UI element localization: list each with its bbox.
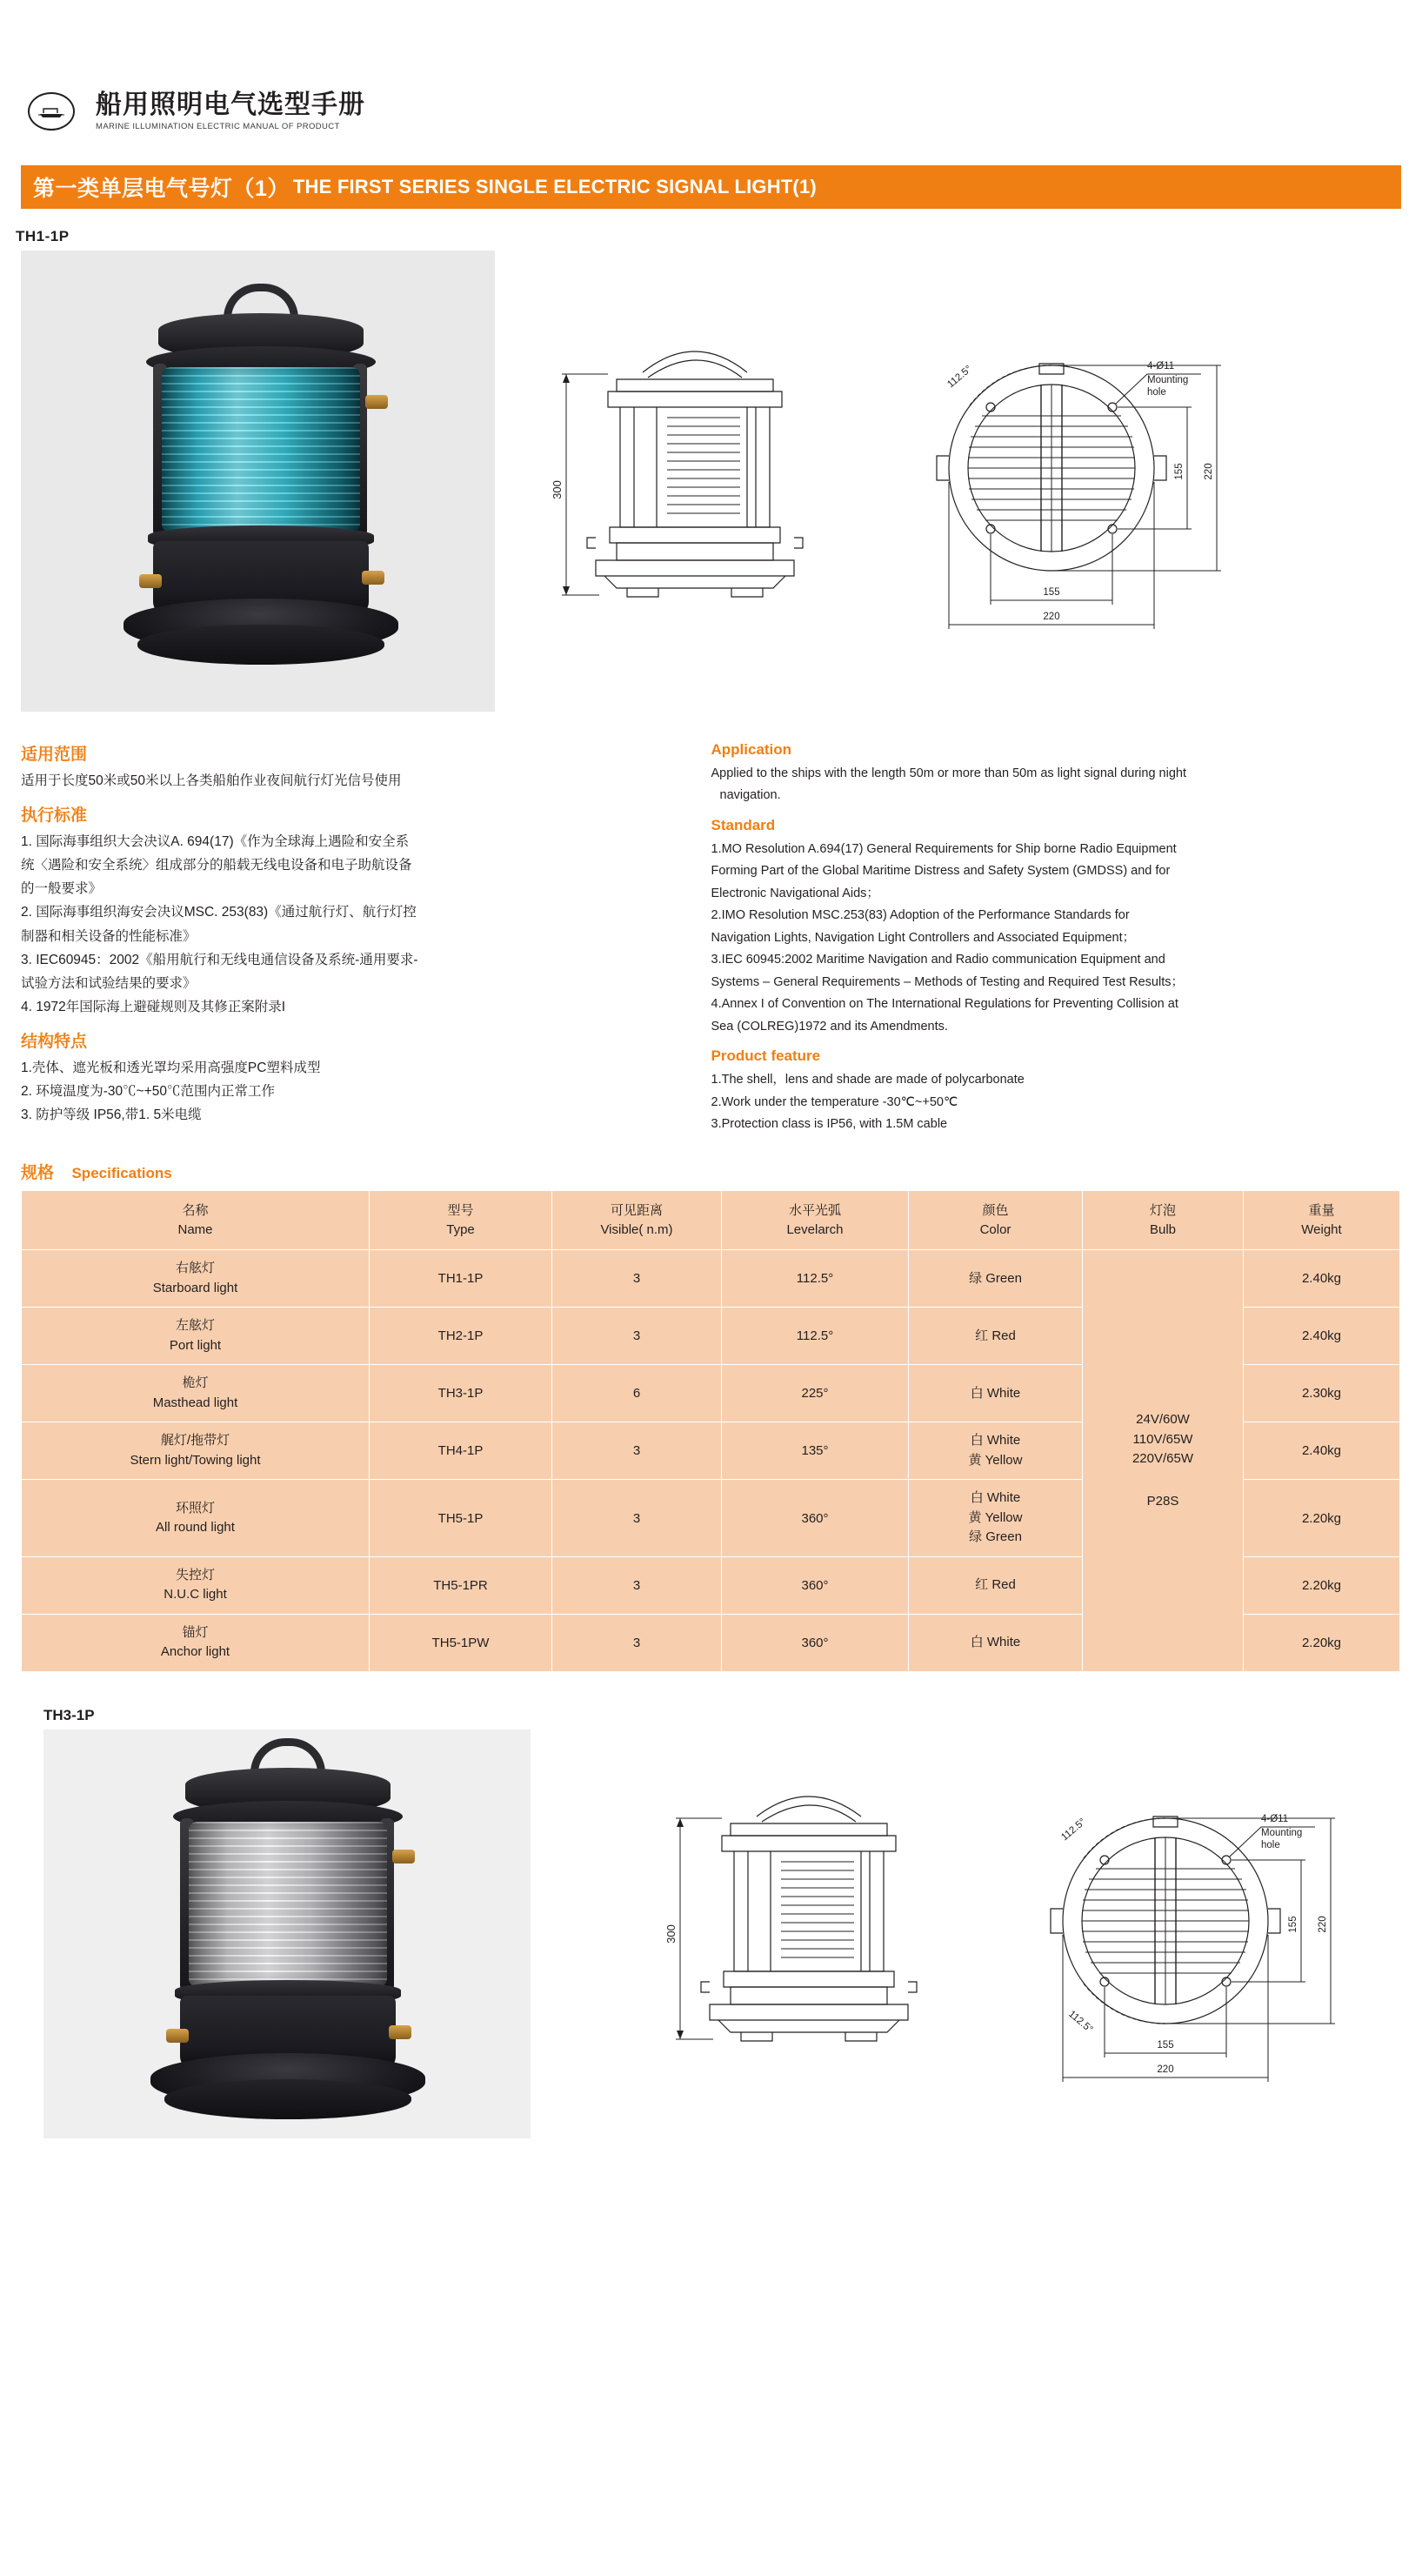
feature-head-en: Product feature	[711, 1047, 821, 1065]
cell-type: TH5-1PR	[370, 1556, 552, 1614]
standard-cn-line: 1. 国际海事组织大会决议A. 694(17)《作为全球海上遇险和安全系	[21, 834, 410, 850]
cell-levelarch: 225°	[722, 1365, 909, 1422]
cell-visible: 3	[552, 1250, 722, 1308]
side-view-width-dim2: 220	[1043, 612, 1060, 622]
side-view-inner-dim-bottom: 155	[1288, 1916, 1298, 1933]
cell-name: 环照灯 All round light	[22, 1480, 370, 1557]
specifications-table	[21, 1190, 1400, 1672]
cell-type: TH2-1P	[370, 1308, 552, 1365]
spec-table-title-cn: 规格	[21, 1163, 55, 1182]
spec-table-title-en: Specifications	[71, 1164, 172, 1181]
cell-color: 红 Red	[909, 1556, 1083, 1614]
standard-cn-line: 试验方法和试验结果的要求》	[21, 975, 197, 991]
header-type: 型号 Type	[370, 1190, 552, 1250]
cell-weight: 2.40kg	[1244, 1308, 1400, 1365]
application-en-line: navigation.	[719, 788, 781, 803]
header-visible: 可见距离 Visible( n.m)	[552, 1190, 722, 1250]
cell-visible: 3	[552, 1614, 722, 1671]
side-view-drawing-top	[886, 277, 1278, 694]
cell-levelarch: 360°	[722, 1614, 909, 1671]
application-body-en	[711, 764, 1402, 806]
ship-glyph-icon	[38, 104, 64, 118]
side-view-angle-label: 112.5°	[945, 364, 974, 391]
hole-note-line1-bottom: 4-Ø11	[1261, 1813, 1289, 1824]
header-name: 名称 Name	[22, 1190, 370, 1250]
product-photo-top	[21, 251, 495, 712]
spec-column-english	[711, 731, 1402, 1137]
front-view-drawing-top	[512, 277, 878, 694]
hole-note-line2: Mounting	[1147, 375, 1189, 385]
application-head-cn: 适用范围	[21, 746, 88, 764]
front-view-height-dim-bottom: 300	[664, 1924, 678, 1944]
table-row	[22, 1250, 1400, 1308]
standard-en-line: Systems – General Requirements – Methods of Testing and Required Test Results；	[711, 974, 1184, 989]
front-view-height-dim: 300	[551, 480, 564, 499]
spec-text-columns	[0, 712, 1422, 1137]
cell-levelarch: 360°	[722, 1480, 909, 1557]
feature-cn-line: 3. 防护等级 IP56,带1. 5米电缆	[21, 1107, 202, 1123]
cell-type: TH1-1P	[370, 1250, 552, 1308]
cell-name: 锚灯 Anchor light	[22, 1614, 370, 1671]
product-photo-bottom	[43, 1730, 531, 2138]
standard-cn-line: 制器和相关设备的性能标准》	[21, 928, 197, 944]
product-model-label-top: TH1-1P	[16, 228, 70, 244]
hole-note-line1: 4-Ø11	[1147, 361, 1175, 371]
feature-body-en	[711, 1070, 1402, 1134]
hole-note-line2-bottom: Mounting	[1261, 1827, 1303, 1838]
cell-visible: 3	[552, 1480, 722, 1557]
brand-title-en: MARINE ILLUMINATION ELECTRIC MANUAL OF PRODUCT	[96, 122, 340, 132]
cell-type: TH4-1P	[370, 1422, 552, 1480]
cell-name: 左舷灯 Port light	[22, 1308, 370, 1365]
table-header-row	[22, 1190, 1400, 1250]
cell-type: TH5-1P	[370, 1480, 552, 1557]
side-view-drawing-bottom	[1000, 1738, 1400, 2130]
side-view-outer-dim: 220	[1204, 463, 1214, 480]
masthead-light-illustration	[135, 1738, 439, 2134]
cell-levelarch: 112.5°	[722, 1250, 909, 1308]
application-en-line: Applied to the ships with the length 50m or more than 50m as light signal during night	[711, 766, 1186, 780]
product-block-top	[0, 251, 1422, 712]
side-view-angle-bottom-bottom: 112.5°	[1066, 2008, 1095, 2035]
standard-en-line: 2.IMO Resolution MSC.253(83) Adoption of the Performance Standards for	[711, 908, 1130, 923]
cell-name: 艉灯/拖带灯 Stern light/Towing light	[22, 1422, 370, 1480]
cell-weight: 2.20kg	[1244, 1614, 1400, 1671]
section-title-cn: 第一类单层电气号灯（1）	[33, 177, 290, 201]
navigation-light-illustration	[108, 284, 412, 679]
standard-en-line: 1.MO Resolution A.694(17) General Requirements for Ship borne Radio Equipment	[711, 841, 1177, 856]
cell-weight: 2.20kg	[1244, 1556, 1400, 1614]
cell-weight: 2.30kg	[1244, 1365, 1400, 1422]
cell-visible: 6	[552, 1365, 722, 1422]
standard-cn-line: 2. 国际海事组织海安会决议MSC. 253(83)《通过航行灯、航行灯控	[21, 905, 417, 920]
hole-note-line3: hole	[1147, 387, 1166, 398]
application-body-cn: 适用于长度50米或50米以上各类船舶作业夜间航行灯光信号使用	[21, 773, 402, 788]
cell-color: 绿 Green	[909, 1250, 1083, 1308]
hole-note-line3-bottom: hole	[1261, 1839, 1280, 1850]
feature-cn-line: 2. 环境温度为-30℃~+50℃范围内正常工作	[21, 1084, 275, 1100]
feature-en-line: 1.The shell，lens and shade are made of polycarbonate	[711, 1073, 1025, 1087]
standard-en-line: Sea (COLREG)1972 and its Amendments.	[711, 1019, 948, 1034]
cell-name: 失控灯 N.U.C light	[22, 1556, 370, 1614]
side-view-angle-top-bottom: 112.5°	[1059, 1816, 1088, 1843]
section-title-bar	[21, 165, 1401, 209]
technical-drawings-bottom	[531, 1730, 1422, 2138]
cell-color: 白 White 黄 Yellow 绿 Green	[909, 1480, 1083, 1557]
front-view-drawing-bottom	[626, 1738, 991, 2130]
cell-color: 白 White	[909, 1365, 1083, 1422]
side-view-inner-dim: 155	[1174, 463, 1185, 480]
application-head-en: Application	[711, 741, 792, 758]
side-view-width-dim-bottom: 155	[1157, 2039, 1174, 2051]
spec-table-title	[0, 1137, 1422, 1190]
product-model-label-bottom: TH3-1P	[43, 1706, 95, 1723]
standard-cn-line: 3. IEC60945：2002《船用航行和无线电通信设备及系统-通用要求-	[21, 952, 418, 967]
technical-drawings-top	[495, 251, 1422, 712]
feature-body-cn	[21, 1057, 696, 1126]
cell-type: TH3-1P	[370, 1365, 552, 1422]
cell-levelarch: 112.5°	[722, 1308, 909, 1365]
page-header	[0, 0, 1422, 136]
standard-body-cn	[21, 831, 696, 1018]
cell-color: 白 White	[909, 1614, 1083, 1671]
feature-cn-line: 1.壳体、遮光板和透光罩均采用高强度PC塑料成型	[21, 1060, 321, 1075]
side-view-width-dim2-bottom: 220	[1157, 2064, 1174, 2075]
brand-logo-icon	[24, 87, 87, 136]
feature-head-cn: 结构特点	[21, 1032, 88, 1051]
section-title-en: THE FIRST SERIES SINGLE ELECTRIC SIGNAL LIGHT(1)	[292, 176, 817, 197]
cell-visible: 3	[552, 1308, 722, 1365]
standard-en-line: Forming Part of the Global Maritime Distress and Safety System (GMDSS) and for	[711, 864, 1171, 879]
cell-name: 桅灯 Masthead light	[22, 1365, 370, 1422]
header-levelarch: 水平光弧 Levelarch	[722, 1190, 909, 1250]
product-block-bottom	[0, 1707, 1422, 2138]
standard-head-cn: 执行标准	[21, 806, 88, 826]
header-color: 颜色 Color	[909, 1190, 1083, 1250]
side-view-width-dim: 155	[1043, 587, 1060, 598]
standard-en-line: 3.IEC 60945:2002 Maritime Navigation and Radio communication Equipment and	[711, 953, 1165, 967]
feature-en-line: 3.Protection class is IP56, with 1.5M cable	[711, 1117, 948, 1132]
cell-type: TH5-1PW	[370, 1614, 552, 1671]
cell-visible: 3	[552, 1422, 722, 1480]
cell-name: 右舷灯 Starboard light	[22, 1250, 370, 1308]
standard-en-line: 4.Annex I of Convention on The International Regulations for Preventing Collision at	[711, 997, 1178, 1012]
cell-weight: 2.40kg	[1244, 1250, 1400, 1308]
cell-bulb: 24V/60W 110V/65W 220V/65W P28S	[1083, 1250, 1244, 1672]
feature-en-line: 2.Work under the temperature -30℃~+50℃	[711, 1094, 958, 1109]
cell-weight: 2.20kg	[1244, 1480, 1400, 1557]
standard-en-line: Navigation Lights, Navigation Light Controllers and Associated Equipment；	[711, 930, 1136, 945]
cell-visible: 3	[552, 1556, 722, 1614]
standard-en-line: Electronic Navigational Aids；	[711, 886, 879, 900]
header-weight: 重量 Weight	[1244, 1190, 1400, 1250]
standard-cn-line: 的一般要求》	[21, 881, 103, 897]
standard-head-en: Standard	[711, 816, 776, 833]
cell-weight: 2.40kg	[1244, 1422, 1400, 1480]
header-bulb: 灯泡 Bulb	[1083, 1190, 1244, 1250]
side-view-outer-dim-bottom: 220	[1318, 1916, 1328, 1933]
spec-column-chinese	[21, 731, 711, 1137]
standard-cn-line: 4. 1972年国际海上避碰规则及其修正案附录I	[21, 999, 286, 1014]
cell-color: 红 Red	[909, 1308, 1083, 1365]
standard-body-en	[711, 840, 1402, 1037]
cell-levelarch: 135°	[722, 1422, 909, 1480]
brand-title	[96, 91, 365, 132]
cell-color: 白 White 黄 Yellow	[909, 1422, 1083, 1480]
brand-title-cn: 船用照明电气选型手册	[96, 90, 365, 119]
standard-cn-line: 统〈遇险和安全系统〉组成部分的船载无线电设备和电子助航设备	[21, 858, 412, 873]
cell-levelarch: 360°	[722, 1556, 909, 1614]
